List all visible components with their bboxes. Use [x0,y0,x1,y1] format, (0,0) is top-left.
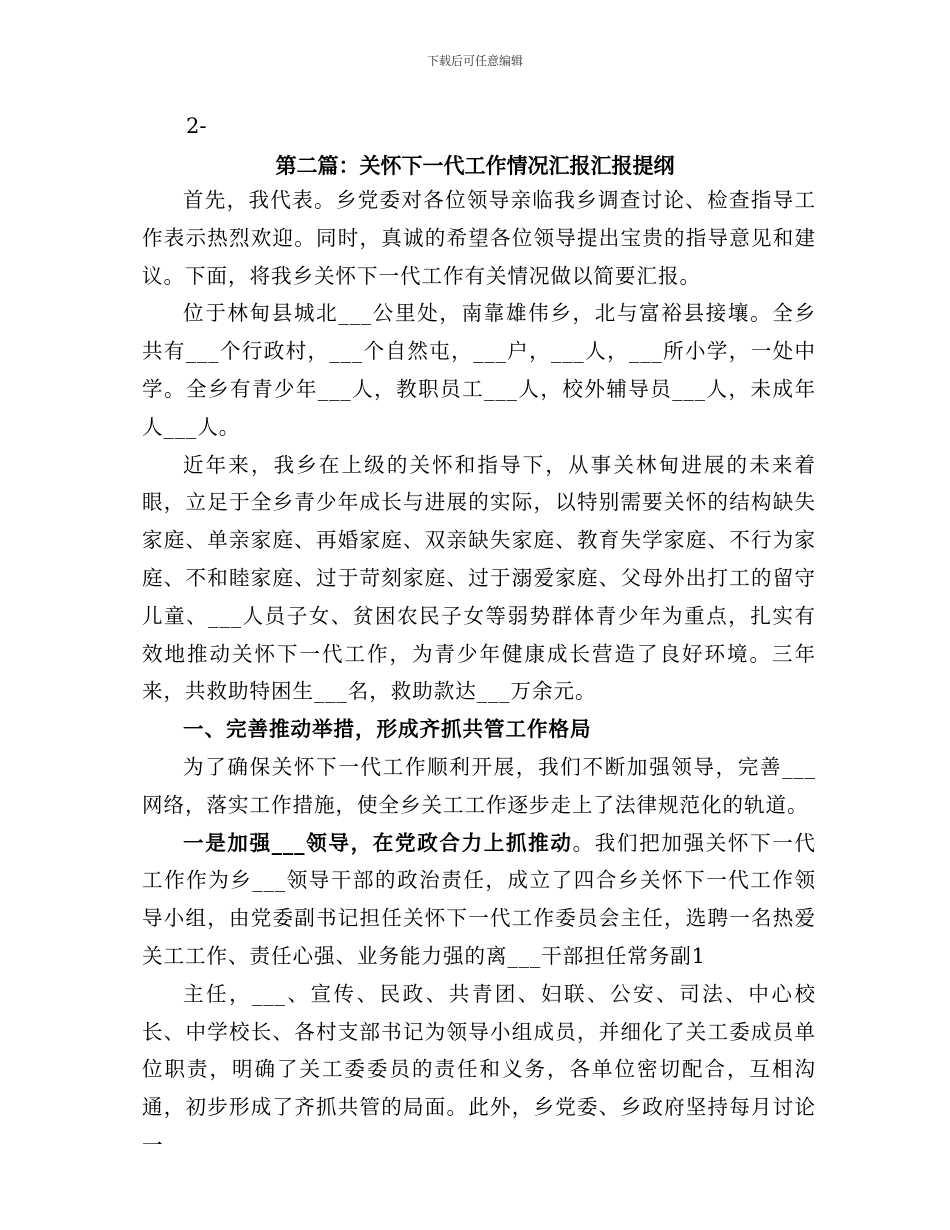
page-header: 下载后可任意编辑 [426,54,523,68]
paragraph-lead: 一是加强___领导，在党政合力上抓推动 [183,830,573,855]
paragraph: 主任，___、宣传、民政、共青团、妇联、公安、司法、中心校长、中学校长、各村支部书记为领导小组成员，并细化了关工委成员单位职责，明确了关工委委员的责任和义务，各单位密切配合，互相沟通，初步形成了齐抓共管的局面。此外，乡党委、乡政府坚持每月讨论一 [142,981,816,1157]
document-title: 第二篇：关怀下一代工作情况汇报汇报提纲 [275,154,675,178]
section-heading: 一、完善推动举措，形成齐抓共管工作格局 [183,717,592,742]
paragraph [142,825,816,976]
page-number: 2- [186,114,207,138]
paragraph: 首先，我代表。乡党委对各位领导亲临我乡调查讨论、检查指导工作表示热烈欢迎。同时，真诚的希望各位领导提出宝贵的指导意见和建议。下面，将我乡关怀下一代工作有关情况做以简要汇报。 [142,188,816,288]
paragraph: 位于林甸县城北___公里处，南靠雄伟乡，北与富裕县接壤。全乡共有___个行政村，___个自然屯，___户，___人，___所小学，一处中学。全乡有青少年___人，教职员工___人，校外辅导员___人，未成年人___人。 [142,301,816,439]
document-body [142,182,816,1165]
paragraph: 近年来，我乡在上级的关怀和指导下，从事关林甸进展的未来着眼，立足于全乡青少年成长与进展的实际，以特别需要关怀的结构缺失家庭、单亲家庭、再婚家庭、双亲缺失家庭、教育失学家庭、不行为家庭、不和睦家庭、过于苛刻家庭、过于溺爱家庭、父母外出打工的留守儿童、___人员子女、贫困农民子女等弱势群体青少年为重点，扎实有效地推动关怀下一代工作，为青少年健康成长营造了良好环境。三年来，共救助特困生___名，救助款达___万余元。 [142,452,816,704]
paragraph-text: 。我们把加强关怀下一代工作作为乡___领导干部的政治责任，成立了四合乡关怀下一代工作领导小组，由党委副书记担任关怀下一代工作委员会主任，选聘一名热爱关工工作、责任心强、业务能力强的离___干部担任常务副1 [142,830,817,968]
paragraph: 为了确保关怀下一代工作顺利开展，我们不断加强领导，完善___网络，落实工作措施，使全乡关工工作逐步走上了法律规范化的轨道。 [142,754,816,817]
